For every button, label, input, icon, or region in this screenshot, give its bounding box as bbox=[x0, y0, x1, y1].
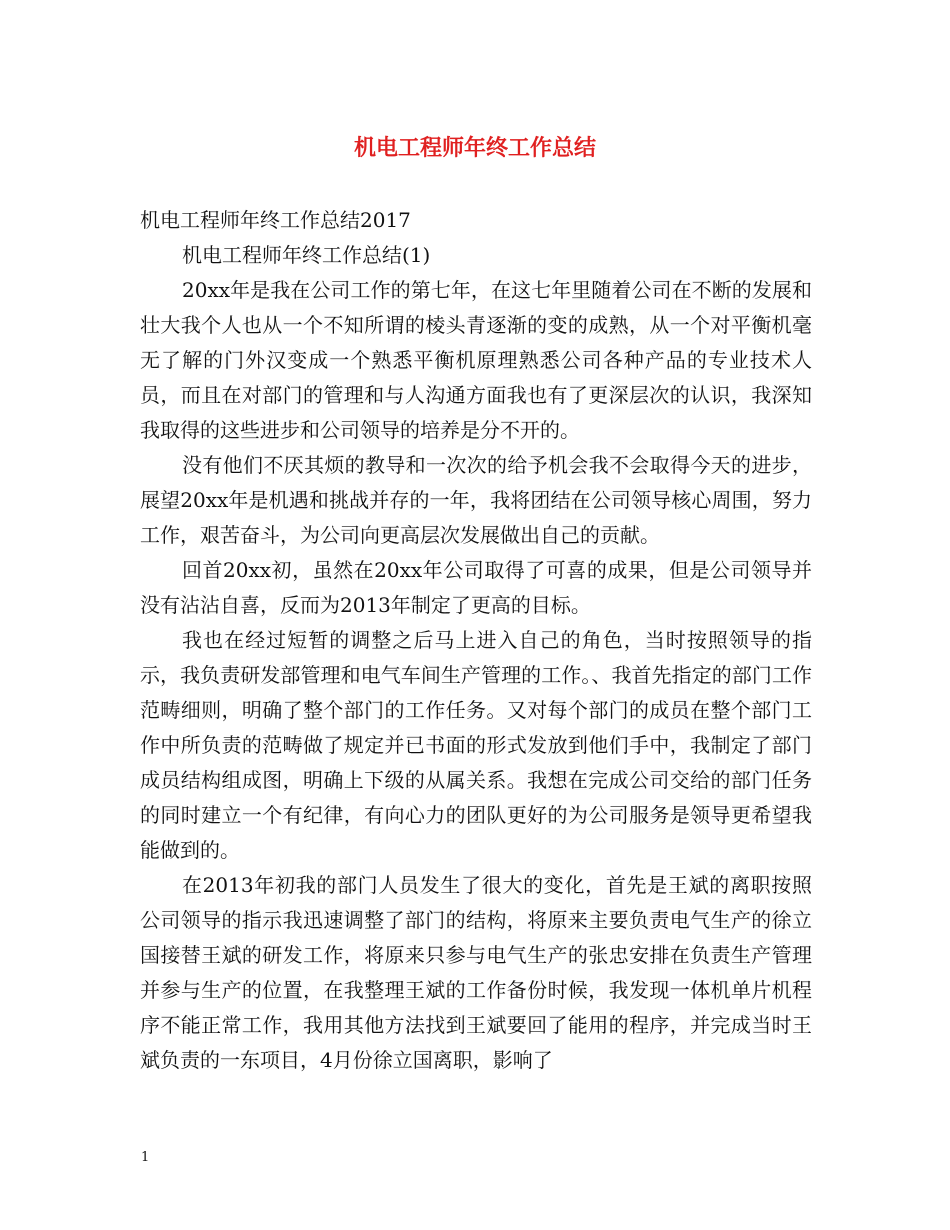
document-body bbox=[140, 203, 812, 1078]
page-number: 1 bbox=[141, 1150, 150, 1165]
paragraph: 没有他们不厌其烦的教导和一次次的给予机会我不会取得今天的进步，展望20xx年是机遇和挑战并存的一年，我将团结在公司领导核心周围，努力工作，艰苦奋斗，为公司向更高层次发展做出自己的贡献。 bbox=[140, 453, 812, 547]
paragraph-subtitle: 机电工程师年终工作总结2017 bbox=[140, 208, 411, 232]
paragraph-section-heading: 机电工程师年终工作总结(1) bbox=[182, 243, 431, 267]
paragraph: 在2013年初我的部门人员发生了很大的变化，首先是王斌的离职按照公司领导的指示我迅速调整了部门的结构，将原来主要负责电气生产的徐立国接替王斌的研发工作，将原来只参与电气生产的张忠安排在负责生产管理并参与生产的位置，在我整理王斌的工作备份时候，我发现一体机单片机程序不能正常工作，我用其他方法找到王斌要回了能用的程序，并完成当时王斌负责的一东项目，4月份徐立国离职，影响了 bbox=[140, 873, 812, 1072]
document-title: 机电工程师年终工作总结 bbox=[353, 135, 596, 161]
paragraph: 回首20xx初，虽然在20xx年公司取得了可喜的成果，但是公司领导并没有沾沾自喜，反而为2013年制定了更高的目标。 bbox=[140, 558, 812, 617]
paragraph: 20xx年是我在公司工作的第七年，在这七年里随着公司在不断的发展和壮大我个人也从一个不知所谓的棱头青逐渐的变的成熟，从一个对平衡机毫无了解的门外汉变成一个熟悉平衡机原理熟悉公司各种产品的专业技术人员，而且在对部门的管理和与人沟通方面我也有了更深层次的认识，我深知我取得的这些进步和公司领导的培养是分不开的。 bbox=[140, 278, 812, 442]
paragraph: 我也在经过短暂的调整之后马上进入自己的角色，当时按照领导的指示，我负责研发部管理和电气车间生产管理的工作。、我首先指定的部门工作范畴细则，明确了整个部门的工作任务。又对每个部门的成员在整个部门工作中所负责的范畴做了规定并已书面的形式发放到他们手中，我制定了部门成员结构组成图，明确上下级的从属关系。我想在完成公司交给的部门任务的同时建立一个有纪律，有向心力的团队更好的为公司服务是领导更希望我能做到的。 bbox=[140, 628, 812, 862]
